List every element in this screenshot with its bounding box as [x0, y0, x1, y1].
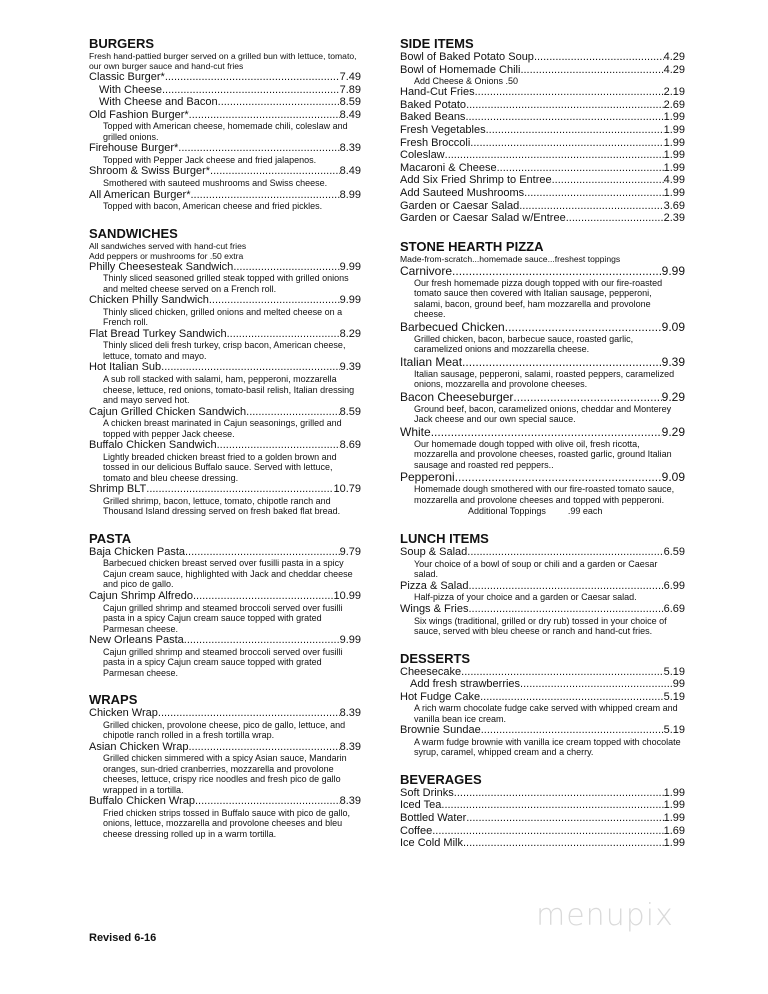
leader-dots: [158, 707, 340, 720]
menu-item-name: Old Fashion Burger*: [89, 108, 189, 121]
menu-item-price: 5.19: [663, 690, 685, 703]
menu-item-description: Half-pizza of your choice and a garden or Caesar salad.: [414, 592, 637, 603]
leader-dots: [432, 825, 663, 838]
menu-item-price: 8.59: [339, 96, 361, 109]
sandwiches-title: SANDWICHES: [89, 225, 178, 241]
menu-item-name: Buffalo Chicken Sandwich: [89, 439, 217, 452]
menu-item: [410, 678, 685, 691]
menu-item: [89, 406, 361, 419]
menu-item-price: 9.99: [339, 634, 361, 646]
menu-item: [400, 200, 685, 213]
leader-dots: [161, 361, 339, 374]
leader-dots: [191, 189, 340, 202]
menu-item-name: Soft Drinks: [400, 786, 454, 799]
menu-item: [400, 264, 685, 278]
menu-item-description: Our homemade dough topped with olive oil, fresh ricotta, mozzarella and provolone cheeses, roasted garlic, ground Italian sausage and roasted red peppers..: [414, 438, 672, 470]
menu-item-description: Cajun grilled shrimp and steamed broccoli served over fusilli pasta in a spicy Cajun cream sauce topped with grated Parmesan cheese.: [103, 602, 343, 634]
menu-item: [400, 212, 685, 225]
menu-item-name: With Cheese: [99, 83, 162, 96]
leader-dots: [455, 470, 662, 484]
menu-item-name: Add fresh strawberries: [410, 678, 521, 691]
leader-dots: [188, 741, 339, 754]
menu-item-price: 1.99: [663, 186, 685, 199]
menu-item-description: Smothered with sauteed mushrooms and Swiss cheese.: [103, 178, 328, 189]
menu-item-price: 9.99: [339, 260, 361, 273]
menu-item-name: Brownie Sundae: [400, 724, 481, 737]
sandwiches-note-extra: Add peppers or mushrooms for .50 extra: [89, 250, 244, 261]
menu-item-name: Flat Bread Turkey Sandwich: [89, 327, 227, 340]
menu-item-name: Baja Chicken Pasta: [89, 545, 185, 558]
menu-item-price: 7.49: [339, 71, 361, 83]
menu-item-name: Hand-Cut Fries: [400, 86, 475, 99]
menu-item: [89, 165, 361, 178]
menu-item: [400, 425, 685, 439]
leader-dots: [467, 546, 663, 559]
leader-dots: [534, 51, 664, 64]
menu-item-description: Grilled chicken simmered with a spicy Asian sauce, Mandarin oranges, sun-dried cranberries, mozzarella and provolone cheeses, lettuce, crispy rice noodles and fresh pico de gallo wrapped in a tortilla.: [103, 753, 347, 795]
menu-item-name: Classic Burger*: [89, 71, 165, 83]
pizza-note: Made-from-scratch...homemade sauce...freshest toppings: [400, 253, 621, 264]
menu-item-name: Macaroni & Cheese: [400, 161, 497, 174]
menu-item-price: 1.99: [663, 136, 685, 149]
menu-item-price: 1.99: [663, 799, 685, 812]
menu-item-description: A sub roll stacked with salami, ham, pepperoni, mozzarella cheese, lettuce, red onions, tomato-basil relish, Italian dressing and mayo served hot.: [103, 374, 355, 406]
menu-item: [400, 111, 685, 124]
menu-item-name: Add Six Fried Shrimp to Entree: [400, 174, 552, 187]
menu-item-name: Buffalo Chicken Wrap: [89, 795, 195, 808]
menu-item: [400, 51, 685, 64]
desserts-section: [400, 651, 685, 758]
menu-item: [89, 189, 361, 202]
menu-item-description: Thinly sliced chicken, grilled onions and melted cheese on a French roll.: [103, 306, 343, 328]
leader-dots: [218, 96, 340, 109]
menu-item-description: Thinly sliced seasoned grilled steak topped with grilled onions and melted cheese served on a French roll.: [103, 273, 349, 294]
leader-dots: [463, 837, 664, 850]
menu-item-price: 1.99: [663, 837, 685, 850]
menu-item: [89, 294, 361, 307]
menu-item-name: Fresh Vegetables: [400, 123, 486, 136]
leader-dots: [466, 812, 663, 825]
menu-item-price: 8.29: [339, 327, 361, 340]
menu-item: [400, 812, 685, 825]
leader-dots: [480, 691, 663, 704]
leader-dots: [520, 678, 670, 691]
menu-item-price: 2.19: [663, 86, 685, 99]
leader-dots: [552, 174, 664, 187]
menu-item: [89, 590, 361, 603]
menu-item-price: 6.69: [663, 602, 685, 615]
leader-dots: [465, 111, 663, 124]
menu-item-name: Wings & Fries: [400, 602, 469, 615]
watermark-logo: menupix: [536, 898, 674, 933]
menu-item-name: Ice Cold Milk: [400, 837, 463, 850]
menu-item-price: 1.99: [663, 111, 685, 124]
leader-dots: [486, 124, 664, 137]
leader-dots: [524, 187, 663, 200]
menu-item: [89, 109, 361, 122]
leader-dots: [452, 264, 662, 278]
menu-item: [400, 787, 685, 800]
leader-dots: [146, 483, 333, 496]
menu-item-name: Cajun Grilled Chicken Sandwich: [89, 405, 247, 418]
menu-item: [400, 799, 685, 812]
menu-item: [89, 795, 361, 808]
leader-dots: [461, 666, 663, 679]
menu-item: [400, 320, 685, 334]
additional-toppings-label: Additional Toppings: [468, 506, 546, 517]
menu-item-price: 6.99: [663, 579, 685, 592]
menu-item-price: 5.19: [663, 724, 685, 737]
menu-item: [400, 355, 685, 369]
leader-dots: [566, 212, 664, 225]
menu-item-name: Baked Potato: [400, 98, 467, 111]
menu-item: [89, 546, 361, 559]
menu-item-price: 8.59: [339, 405, 361, 418]
pizza-title: STONE HEARTH PIZZA: [400, 238, 544, 254]
leader-dots: [185, 546, 340, 559]
menu-item-price: 9.09: [661, 470, 685, 485]
menu-item-name: Add Sauteed Mushrooms: [400, 186, 525, 199]
menu-item-name: With Cheese and Bacon: [99, 96, 218, 109]
menu-item: [89, 361, 361, 374]
menu-item: [400, 149, 685, 162]
leader-dots: [475, 86, 664, 99]
menu-item-price: 9.99: [661, 263, 685, 278]
sandwiches-note: All sandwiches served with hand-cut fries: [89, 240, 247, 251]
menu-item-price: 9.09: [661, 319, 685, 334]
menu-item: [99, 96, 361, 109]
menu-item-price: 9.29: [661, 389, 685, 404]
menu-item-price: 4.29: [663, 51, 685, 63]
beverages-title: BEVERAGES: [400, 771, 482, 787]
menu-item-price: 1.99: [663, 786, 685, 799]
side-items-section: [400, 36, 685, 225]
menu-item-description: Grilled chicken, bacon, barbecue sauce, roasted garlic, caramelized onions and mozzarella cheese.: [414, 333, 634, 355]
menu-item-price: 8.39: [339, 740, 361, 753]
menu-item-price: 8.69: [339, 439, 361, 452]
menu-item-description: Topped with American cheese, homemade chili, coleslaw and grilled onions.: [103, 121, 348, 142]
menu-item-description: Grilled chicken, provolone cheese, pico de gallo, lettuce, and chipotle ranch rolled in a fresh tortilla wrap.: [103, 719, 346, 741]
menu-item-name: Carnivore: [400, 263, 453, 278]
menu-item: [89, 741, 361, 754]
menu-item-price: 8.49: [339, 108, 361, 121]
leader-dots: [520, 64, 663, 77]
menu-item: [400, 691, 685, 704]
menu-item-price: 9.29: [661, 424, 685, 439]
menu-item: [400, 724, 685, 737]
menu-item-name: Soup & Salad: [400, 546, 468, 559]
menu-item-name: Bowl of Homemade Chili: [400, 63, 521, 76]
beverages-section: [400, 772, 685, 850]
menu-item-price: .99: [669, 678, 685, 691]
menu-item-name: Asian Chicken Wrap: [89, 740, 189, 753]
menu-item-price: 1.99: [663, 812, 685, 825]
leader-dots: [441, 799, 663, 812]
additional-toppings-price: .99 each: [567, 506, 603, 517]
menu-item-description: Italian sausage, pepperoni, salami, roasted peppers, caramelized onions, mozzarella and provolone cheeses.: [414, 368, 675, 390]
leader-dots: [178, 142, 339, 155]
menu-item-price: 10.99: [333, 589, 361, 602]
menu-item: [89, 439, 361, 452]
menu-item: [400, 603, 685, 616]
menu-item-name: All American Burger*: [89, 188, 191, 201]
menu-item-note: Add Cheese & Onions .50: [414, 76, 519, 87]
revised-date: Revised 6-16: [89, 932, 157, 944]
additional-toppings: [400, 506, 685, 517]
menu-item-price: 3.69: [663, 199, 685, 212]
leader-dots: [162, 84, 340, 97]
leader-dots: [195, 795, 340, 808]
menu-item-name: Shroom & Swiss Burger*: [89, 165, 211, 178]
leader-dots: [468, 603, 663, 616]
menu-item-price: 7.89: [339, 83, 361, 96]
menu-item-price: 1.99: [663, 149, 685, 162]
leader-dots: [193, 590, 334, 603]
menu-item: [400, 825, 685, 838]
menu-item-price: 1.99: [663, 161, 685, 174]
menu-item: [400, 187, 685, 200]
sandwiches-section: [89, 226, 361, 517]
menu-item-name: Fresh Broccoli: [400, 136, 471, 149]
menu-item: [400, 546, 685, 559]
menu-item-price: 9.99: [339, 294, 361, 307]
menu-item: [89, 261, 361, 274]
leader-dots: [481, 724, 664, 737]
menu-item-price: 8.39: [339, 142, 361, 155]
menu-item-description: Six wings (traditional, grilled or dry rub) tossed in your choice of sauce, served with bleu cheese or ranch and hand-cut fries.: [414, 615, 667, 636]
menu-item-name: Cajun Shrimp Alfredo: [89, 589, 193, 602]
leader-dots: [233, 261, 339, 274]
menu-item-name: Hot Fudge Cake: [400, 690, 481, 703]
menu-item: [400, 124, 685, 137]
menu-item-name: Chicken Wrap: [89, 707, 158, 720]
menu-item-name: Barbecued Chicken: [400, 319, 505, 334]
menu-item: [400, 99, 685, 112]
menu-item: [89, 707, 361, 720]
menu-item: [89, 483, 361, 496]
leader-dots: [246, 406, 339, 419]
leader-dots: [210, 165, 340, 178]
burgers-section: [89, 36, 361, 212]
menu-item-price: 5.19: [663, 665, 685, 678]
menu-item-name: White: [400, 424, 431, 439]
wraps-section: [89, 692, 361, 839]
leader-dots: [184, 634, 340, 647]
pasta-title: PASTA: [89, 530, 132, 546]
menu-item-description: Cajun grilled shrimp and steamed broccoli served over fusilli pasta in a spicy Cajun cream sauce topped with grated Parmesan cheese.: [103, 646, 343, 678]
lunch-items-title: LUNCH ITEMS: [400, 531, 489, 547]
menu-item-name: Coffee: [400, 824, 433, 837]
menu-item-name: New Orleans Pasta: [89, 634, 184, 646]
menu-item: [400, 390, 685, 404]
menu-item-price: 8.49: [339, 165, 361, 178]
menu-item-name: Philly Cheesesteak Sandwich: [89, 260, 234, 273]
menu-item-name: Chicken Philly Sandwich: [89, 294, 209, 307]
menu-item-name: Bacon Cheeseburger: [400, 389, 514, 404]
menu-item-price: 9.39: [339, 361, 361, 374]
menu-item-description: A warm fudge brownie with vanilla ice cream topped with chocolate syrup, caramel, whipped cream and a cherry.: [414, 736, 681, 758]
menu-item: [99, 84, 361, 97]
menu-item: [89, 634, 361, 647]
leader-dots: [497, 162, 664, 175]
menu-item: [89, 328, 361, 341]
menu-item-name: Iced Tea: [400, 799, 442, 812]
menu-item-name: Pepperoni: [400, 470, 455, 485]
menu-item-price: 1.69: [663, 824, 685, 837]
menu-item-description: Topped with Pepper Jack cheese and fried jalapenos.: [103, 154, 317, 165]
left-column: [89, 36, 361, 853]
menu-item-description: Thinly sliced deli fresh turkey, crisp bacon, American cheese, lettuce, tomato and mayo.: [103, 340, 346, 361]
menu-item-price: 8.99: [339, 188, 361, 201]
leader-dots: [470, 137, 663, 150]
menu-item: [400, 64, 685, 77]
menu-item-name: Coleslaw: [400, 149, 445, 162]
leader-dots: [217, 439, 340, 452]
menu-item: [400, 162, 685, 175]
menu-item-price: 8.39: [339, 707, 361, 720]
lunch-items-section: [400, 531, 685, 636]
leader-dots: [519, 200, 663, 213]
menu-item-name: Cheesecake: [400, 665, 462, 678]
menu-item-price: 1.99: [663, 123, 685, 136]
menu-item-description: Barbecued chicken breast served over fusilli pasta in a spicy Cajun cream sauce, highlighted with Jack and cheddar cheese and pico de gallo.: [103, 558, 353, 590]
menu-item: [400, 580, 685, 593]
menu-item-name: Firehouse Burger*: [89, 142, 179, 155]
leader-dots: [209, 294, 340, 307]
burgers-note: Fresh hand-pattied burger served on a grilled bun with lettuce, tomato, our own burger sauce and hand-cut fries: [89, 51, 357, 71]
leader-dots: [505, 320, 662, 334]
right-column: [400, 36, 685, 864]
menu-item-description: Topped with bacon, American cheese and fried pickles.: [103, 201, 323, 212]
menu-item: [400, 837, 685, 850]
menu-item-name: Bowl of Baked Potato Soup: [400, 51, 534, 63]
leader-dots: [466, 99, 664, 112]
menu-item-description: A chicken breast marinated in Cajun seasonings, grilled and topped with pepper Jack cheese.: [103, 418, 342, 439]
menu-item-price: 6.59: [663, 546, 685, 559]
menu-item-description: Our fresh homemade pizza dough topped with our fire-roasted tomato sauce then covered with Italian sausage, pepperoni, salami, bacon, ground beef, ham mozzarella and provolone cheese.: [414, 277, 663, 320]
menu-item-description: Grilled shrimp, bacon, lettuce, tomato, chipotle ranch and Thousand Island dressing served on fresh baked flat bread.: [103, 495, 341, 517]
leader-dots: [513, 390, 661, 404]
menu-item: [400, 86, 685, 99]
menu-item-description: A rich warm chocolate fudge cake served with whipped cream and vanilla bean ice cream.: [414, 703, 678, 724]
leader-dots: [454, 787, 664, 800]
menu-item-description: Lightly breaded chicken breast fried to a golden brown and tossed in our delicious Buffalo sauce. Served with lettuce, tomato and bleu cheese dressing.: [103, 451, 337, 483]
menu-item-description: Your choice of a bowl of soup or chili and a garden or Caesar salad.: [414, 558, 658, 580]
menu-item-price: 2.69: [663, 98, 685, 111]
leader-dots: [165, 71, 340, 84]
menu-item: [400, 174, 685, 187]
menu-item-name: Garden or Caesar Salad: [400, 199, 520, 212]
menu-item-description: Fried chicken strips tossed in Buffalo sauce with pico de gallo, onions, lettuce, mozzarella and provolone cheeses and bleu cheese dressing rolled up in a warm tortilla.: [103, 807, 350, 839]
menu-item: [400, 470, 685, 484]
leader-dots: [431, 425, 662, 439]
menu-item: [400, 666, 685, 679]
leader-dots: [227, 328, 340, 341]
menu-item-name: Italian Meat: [400, 354, 463, 369]
leader-dots: [189, 109, 340, 122]
menu-item-price: 9.79: [339, 545, 361, 558]
menu-item: [400, 137, 685, 150]
menu-item-name: Hot Italian Sub: [89, 361, 162, 374]
menu-item-name: Baked Beans: [400, 111, 466, 124]
leader-dots: [468, 580, 663, 593]
menu-item: [89, 71, 361, 84]
menu-item-name: Pizza & Salad: [400, 579, 469, 592]
menu-item-name: Garden or Caesar Salad w/Entree: [400, 212, 566, 225]
pizza-section: [400, 239, 685, 518]
desserts-title: DESSERTS: [400, 650, 471, 666]
menu-item-name: Bottled Water: [400, 812, 467, 825]
menu-item-price: 10.79: [333, 483, 361, 496]
menu-item-description: Ground beef, bacon, caramelized onions, cheddar and Monterey Jack cheese and our own special sauce.: [414, 403, 672, 425]
menu-item-description: Homemade dough smothered with our fire-roasted tomato sauce, mozzarella and provolone cheeses and topped with pepperoni.: [414, 484, 675, 505]
wraps-title: WRAPS: [89, 692, 138, 708]
menu-item: [89, 142, 361, 155]
menu-item-name: Shrimp BLT: [89, 483, 147, 496]
side-items-title: SIDE ITEMS: [400, 36, 474, 51]
menu-item-price: 2.39: [663, 212, 685, 225]
menu-item-price: 9.39: [661, 354, 685, 369]
menu-item-price: 8.39: [339, 795, 361, 808]
leader-dots: [445, 149, 664, 162]
burgers-title: BURGERS: [89, 36, 155, 51]
menu-item-price: 4.99: [663, 174, 685, 187]
leader-dots: [462, 355, 662, 369]
menu-item-price: 4.29: [663, 63, 685, 76]
pasta-section: [89, 531, 361, 678]
